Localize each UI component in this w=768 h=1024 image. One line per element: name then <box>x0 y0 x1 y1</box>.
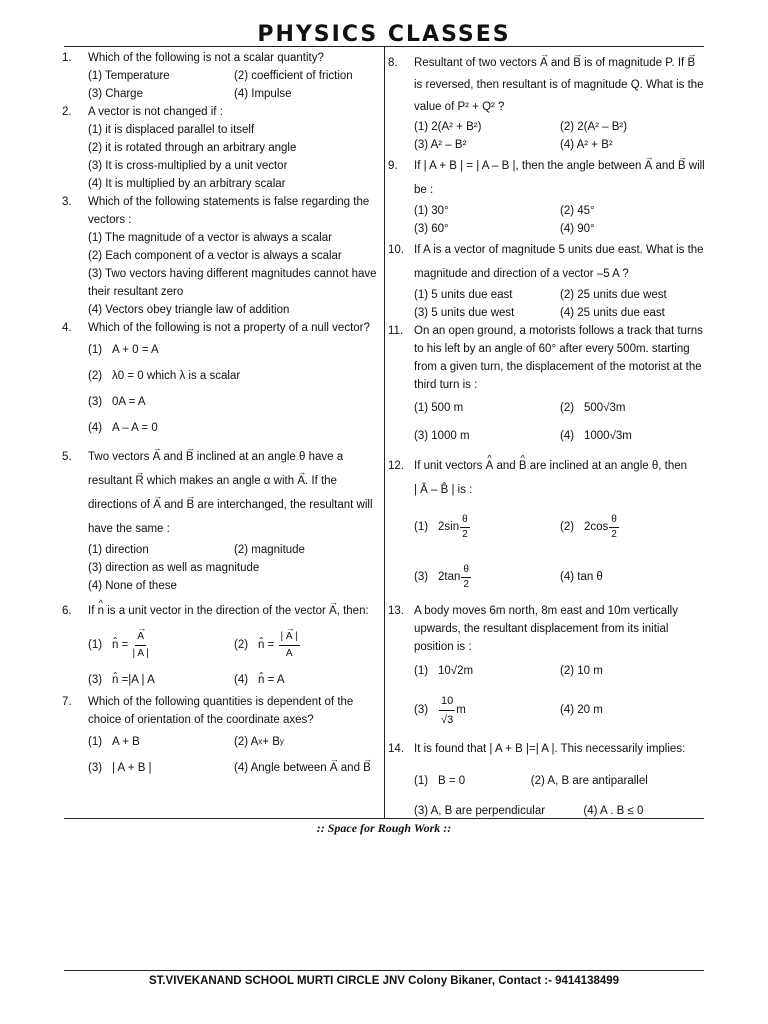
option-2: (2) Each component of a vector is always a scalar <box>88 250 342 262</box>
vector-a: → A <box>153 445 161 469</box>
option-4: (4) Vectors obey triangle law of addition <box>88 304 290 316</box>
page-title: PHYSICS CLASSES <box>257 22 511 47</box>
question-12 <box>388 454 706 602</box>
option-3: (3) 2tan $\frac{\theta}{2}$ <box>414 563 469 590</box>
question-number: 12. <box>388 460 404 472</box>
option-4: (4) n̂ = A <box>234 674 285 686</box>
option-2: (2) A x + B y <box>234 736 284 748</box>
question-number: 3. <box>62 196 72 208</box>
question-6 <box>62 599 380 693</box>
option-3: 0A = A <box>112 396 146 408</box>
question-number: 13. <box>388 605 404 617</box>
option-3: (3) 1000 m <box>414 430 470 442</box>
option-3: (3) direction as well as magnitude <box>88 562 260 574</box>
option-4: (4) 1000√3m <box>560 430 632 442</box>
option-2: (2) n̂ = $\frac{| \to A |}{A}$ <box>234 623 380 667</box>
option-number: (3) <box>88 396 103 408</box>
question-text: It is found that | A + B |=| A |. This necessarily implies: <box>414 743 686 755</box>
option-4: (4) A² + B² <box>560 138 613 151</box>
question-number: 1. <box>62 52 72 64</box>
option-3: (3) A² – B² <box>414 138 467 151</box>
vector-a: → A <box>329 599 337 623</box>
option-1: (1) 500 m <box>414 402 464 414</box>
question-text: If unit vectors ^ A and ^ B are inclined at an angle θ, then | Â – B̂ | is : <box>414 454 706 502</box>
option-4: (4) 90° <box>560 222 595 235</box>
question-1 <box>62 49 380 103</box>
option-1: (1) Temperature <box>88 70 170 82</box>
question-8 <box>388 52 706 154</box>
option-2: (2) it is rotated through an arbitrary angle <box>88 142 297 154</box>
option-number: (2) <box>88 370 103 382</box>
option-3: (3) 60° <box>414 222 449 235</box>
question-13 <box>388 602 706 734</box>
option-4: (4) tan θ <box>560 571 603 583</box>
question-text: Which of the following quantities is dependent of the choice of orientation of the coordinate axes? <box>88 696 354 726</box>
option-3: (3) A, B are perpendicular <box>414 805 546 817</box>
option-3: (3) $\frac{10}{√3}$ m <box>414 686 560 734</box>
option-3: (3) | A + B | <box>88 762 152 774</box>
question-4 <box>62 319 380 441</box>
vector-a: → A <box>153 493 161 517</box>
option-2: λ0 = 0 <box>112 370 144 382</box>
column-divider <box>384 46 385 818</box>
vector-r: → R <box>135 469 143 493</box>
question-number: 5. <box>62 451 72 463</box>
option-1: (1) The magnitude of a vector is always a scalar <box>88 232 332 244</box>
option-2: (2) magnitude <box>234 544 305 556</box>
rough-work-label: :: Space for Rough Work :: <box>316 821 452 835</box>
left-column <box>62 49 380 781</box>
option-1: (1) it is displaced parallel to itself <box>88 124 255 136</box>
option-2: (2) 45° <box>560 204 595 217</box>
option-1: (1) 2(A² + B²) <box>414 120 482 133</box>
question-text: Which of the following statements is false regarding the vectors : <box>88 196 370 226</box>
question-7 <box>62 693 380 781</box>
question-9 <box>388 154 706 238</box>
option-1: (1) 2sin $\frac{\theta}{2}$ <box>414 513 468 540</box>
question-number: 10. <box>388 244 404 256</box>
question-text: A body moves 6m north, 8m east and 10m vertically upwards, the resultant displacement from its initial position is : <box>414 605 678 653</box>
question-number: 11. <box>388 325 404 337</box>
question-text: If ^ n is a unit vector in the direction of the vector → A, then: <box>88 599 380 623</box>
option-4: (4) Angle between → A and → B <box>234 755 380 781</box>
option-1: (1) 30° <box>414 204 449 217</box>
option-3: (3) n̂ =|A | A <box>88 674 155 686</box>
option-4: (4) None of these <box>88 580 177 592</box>
question-number: 6. <box>62 605 72 617</box>
question-number: 2. <box>62 106 72 118</box>
option-1: (1) 5 units due east <box>414 288 513 301</box>
option-1: A + 0 = A <box>112 344 159 356</box>
option-2: (2) coefficient of friction <box>234 70 353 82</box>
question-text: A vector is not changed if : <box>88 106 223 118</box>
option-1: (1) direction <box>88 544 149 556</box>
question-text: If | A + B | = | A – B |, then the angle between → A and → B will be : <box>414 154 706 202</box>
question-10 <box>388 238 706 322</box>
option-2: (2) A, B are antiparallel <box>530 775 648 787</box>
question-14 <box>388 740 706 826</box>
option-1: (1) 10√2m <box>414 665 474 677</box>
option-3: (3) Charge <box>88 88 143 100</box>
question-text: Which of the following is not a scalar quantity? <box>88 52 324 64</box>
footer-contact: ST.VIVEKANAND SCHOOL MURTI CIRCLE JNV Colony Bikaner, Contact :- 9414138499 <box>148 975 620 987</box>
option-2: (2) 25 units due west <box>560 288 667 301</box>
option-4: (4) Impulse <box>234 88 292 100</box>
question-text: On an open ground, a motorists follows a track that turns to his left by an angle of 60° after every 500m. starting from a given turn, the displacement of the motorist at the third turn is : <box>414 325 703 391</box>
question-number: 4. <box>62 322 72 334</box>
question-number: 14. <box>388 743 404 755</box>
option-number: (4) <box>88 422 103 434</box>
vector-b: → B <box>186 445 194 469</box>
question-text: Which of the following is not a property of a null vector? <box>88 322 370 334</box>
question-11 <box>388 322 706 450</box>
vector-b: → B <box>186 493 194 517</box>
option-2-note: which λ is a scalar <box>146 370 241 382</box>
footer-rule <box>64 970 704 971</box>
option-2: (2) 2(A² – B²) <box>560 120 628 133</box>
vector-a: → A <box>297 469 305 493</box>
option-4: (4) It is multiplied by an arbitrary scalar <box>88 178 286 190</box>
option-2: (2) 2cos $\frac{\theta}{2}$ <box>560 513 617 540</box>
option-4: (4) A . B ≤ 0 <box>583 805 644 817</box>
question-text: Two vectors → A and → B inclined at an angle θ have a resultant → R which makes an angle α with → A. If the directions of → A and → B are interchanged, the resultant will have the same : <box>88 445 380 541</box>
question-number: 7. <box>62 696 72 708</box>
option-1: (1) A + B <box>88 736 140 748</box>
option-1: (1) n̂ = → $\frac{A}{| A |}$ <box>88 623 234 667</box>
option-number: (1) <box>88 344 103 356</box>
question-number: 9. <box>388 160 398 172</box>
question-text: Resultant of two vectors → A and → B is of magnitude P. If → B is reversed, then resultant is of magnitude Q. What is the value of P² + Q² ? <box>414 52 706 118</box>
question-2 <box>62 103 380 193</box>
unit-vector-n: ^ n <box>98 599 104 623</box>
question-number: 8. <box>388 57 398 69</box>
option-1: (1) B = 0 <box>414 775 466 787</box>
question-3 <box>62 193 380 319</box>
option-4: (4) 25 units due east <box>560 306 665 319</box>
option-4: A – A = 0 <box>112 422 158 434</box>
option-2: (2) 10 m <box>560 665 603 677</box>
option-3: (3) 5 units due west <box>414 306 515 319</box>
question-5 <box>62 445 380 595</box>
option-2: (2) 500√3m <box>560 402 626 414</box>
question-text: If A is a vector of magnitude 5 units due east. What is the magnitude and direction of a vector –5 A ? <box>414 244 704 280</box>
option-4: (4) 20 m <box>560 704 603 716</box>
option-3: (3) Two vectors having different magnitudes cannot have their resultant zero <box>88 268 377 298</box>
right-column <box>388 52 706 826</box>
option-3: (3) It is cross-multiplied by a unit vector <box>88 160 288 172</box>
